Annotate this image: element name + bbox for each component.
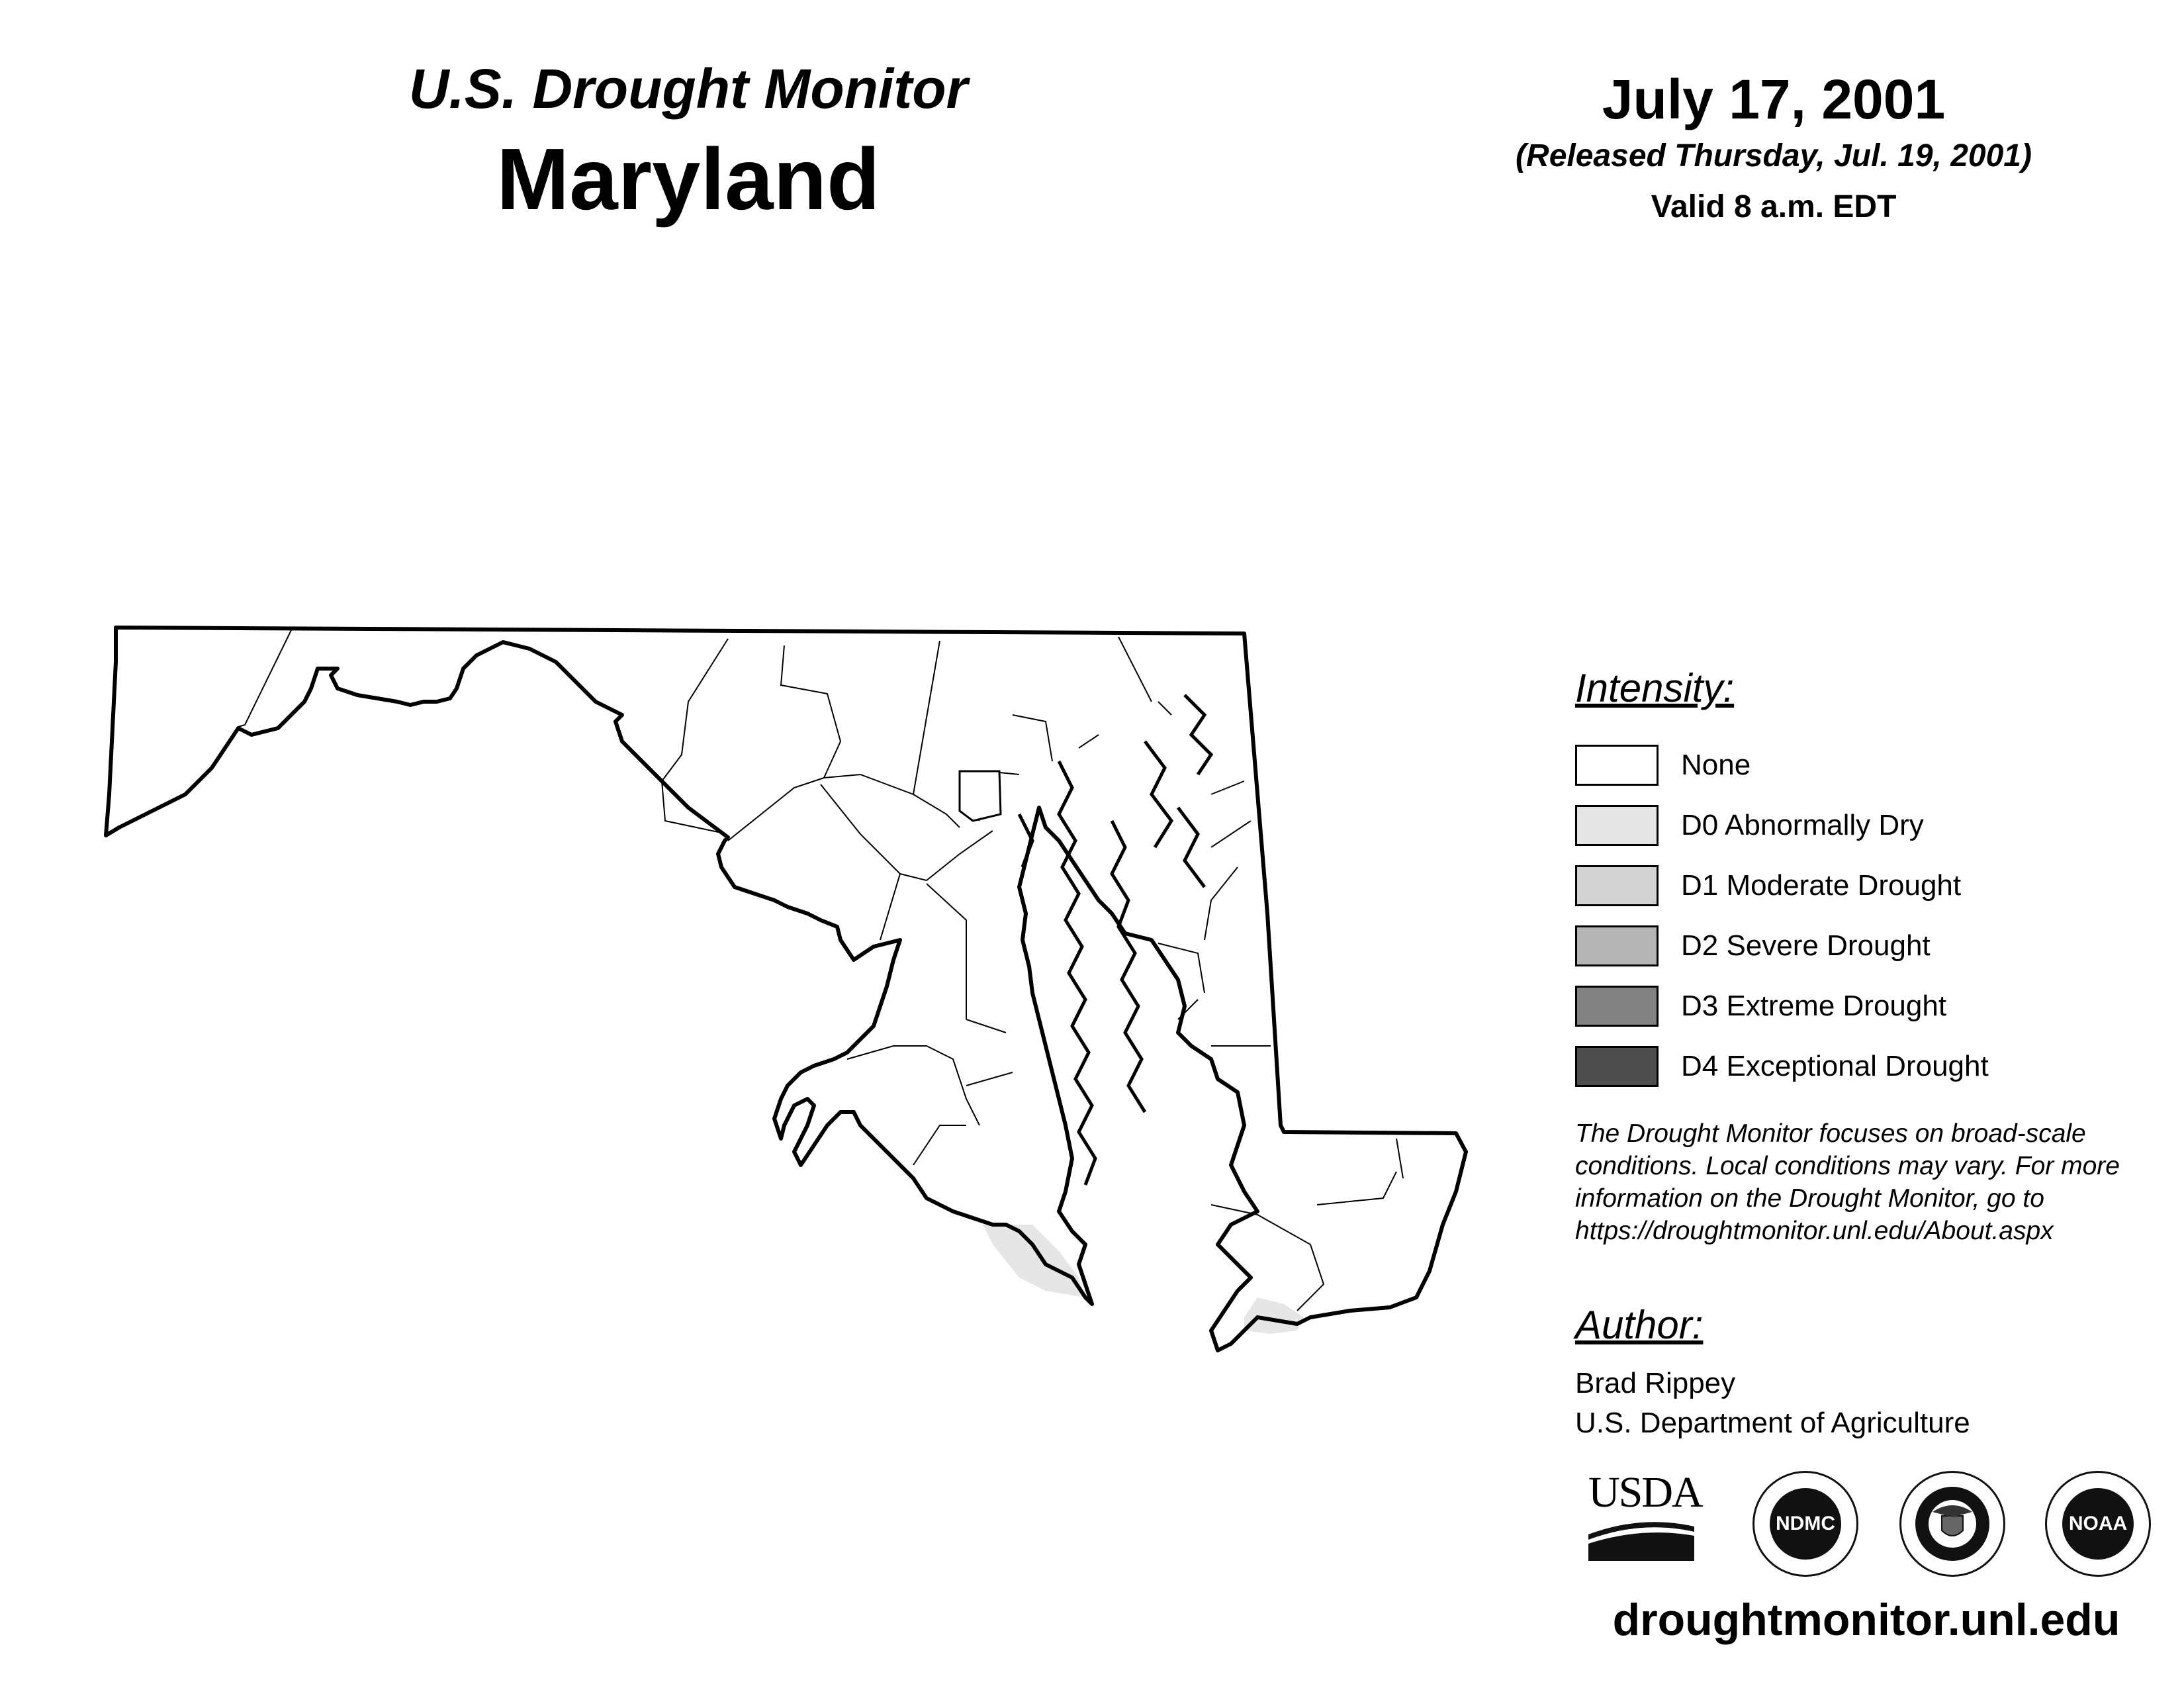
author-name: Brad Rippey (1575, 1367, 1736, 1399)
county-boundaries (238, 630, 1403, 1311)
legend-swatch-d4 (1575, 1046, 1659, 1087)
legend-label: None (1681, 748, 1751, 781)
author-title: Author: (1575, 1303, 1704, 1347)
map-title: U.S. Drought Monitor (408, 58, 968, 120)
usda-logo (1588, 1468, 1705, 1564)
legend-label: D0 Abnormally Dry (1681, 808, 1924, 841)
state-name: Maryland (496, 130, 880, 228)
author-organization: U.S. Department of Agriculture (1575, 1407, 1970, 1439)
legend-label: D1 Moderate Drought (1681, 868, 1962, 902)
legend-item (1575, 735, 2171, 795)
chesapeake-shorelines (1019, 695, 1211, 1185)
state-outline (106, 628, 1466, 1350)
legend-item (1575, 915, 2171, 976)
legend-swatch-d1 (1575, 865, 1659, 906)
legend-swatch-d2 (1575, 925, 1659, 966)
legend-item (1575, 976, 2171, 1036)
ndmc-logo (1752, 1471, 1858, 1577)
legend-swatch-none (1575, 745, 1659, 786)
legend-label: D4 Exceptional Drought (1681, 1049, 1989, 1082)
noaa-logo-text: NOAA (2062, 1488, 2134, 1560)
map-date: July 17, 2001 (1602, 68, 1946, 130)
author-block (1575, 1305, 2171, 1443)
legend-label: D2 Severe Drought (1681, 929, 1931, 962)
release-date: (Released Thursday, Jul. 19, 2001) (1516, 138, 2032, 174)
valid-time: Valid 8 a.m. EDT (1651, 189, 1897, 225)
legend-items (1575, 735, 2171, 1096)
usda-logo-mark (1588, 1515, 1694, 1561)
legend-title: Intensity: (1575, 666, 1735, 710)
eagle-shield-icon (1913, 1484, 1992, 1564)
legend-item (1575, 855, 2171, 915)
noaa-logo (2045, 1471, 2151, 1577)
site-url: droughtmonitor.unl.edu (1612, 1595, 2120, 1645)
legend (1575, 666, 2171, 1096)
legend-item (1575, 795, 2171, 855)
legend-item (1575, 1036, 2171, 1096)
doc-seal-logo (1899, 1471, 2005, 1577)
legend-swatch-d0 (1575, 805, 1659, 846)
legend-swatch-d3 (1575, 986, 1659, 1027)
legend-label: D3 Extreme Drought (1681, 989, 1947, 1022)
usda-logo-text: USDA (1588, 1468, 1702, 1517)
disclaimer: The Drought Monitor focuses on broad-scale conditions. Local conditions may vary. For more information on the Drought Monitor, go to https://droughtmonitor.unl.edu/About.aspx (1575, 1119, 2120, 1245)
interior-boundaries (960, 771, 1001, 821)
ndmc-logo-text: NDMC (1770, 1488, 1841, 1560)
